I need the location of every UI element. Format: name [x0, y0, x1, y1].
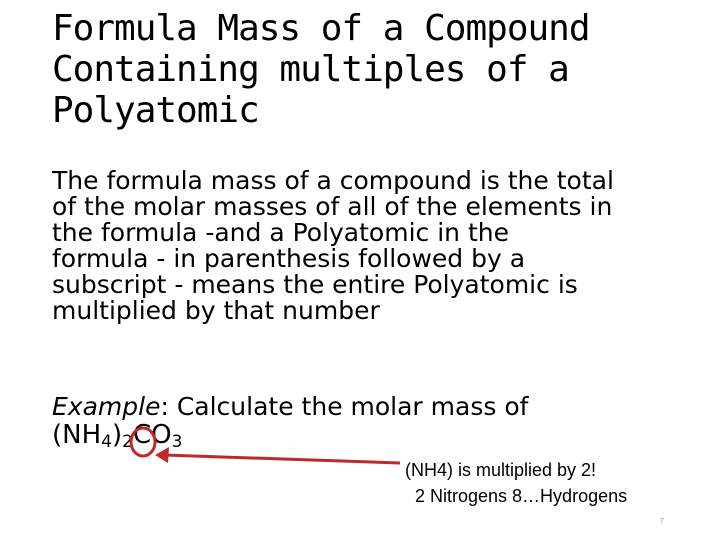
example-text: : Calculate the molar mass of [160, 392, 529, 421]
formula-close: ) [111, 420, 123, 450]
note-line-2: 2 Nitrogens 8…Hydrogens [415, 486, 628, 506]
formula-rest: CO [132, 420, 172, 450]
title-line-1: Formula Mass of a Compound [52, 8, 590, 49]
note-line-1: (NH4) is multiplied by 2! [405, 460, 597, 480]
body-line-2: of the molar masses of all of the elements in [52, 192, 613, 221]
annotation-arrow-line [164, 455, 400, 463]
title-line-3: Polyatomic [52, 90, 259, 131]
highlight-circle [131, 428, 155, 456]
body-line-3: the formula -and a Polyatomic in the [52, 218, 509, 247]
body-line-5: subscript - means the entire Polyatomic is [52, 270, 578, 299]
formula-sub-2: 2 [122, 432, 133, 452]
body-line-4: formula - in parenthesis followed by a [52, 244, 526, 273]
formula-open: (NH [52, 420, 102, 450]
annotation-arrow-head [155, 447, 169, 463]
formula-sub-4: 4 [101, 432, 112, 452]
body-line-6: multiplied by that number [52, 296, 380, 325]
title-line-2: Containing multiples of a [52, 49, 569, 90]
example-label: Example [52, 392, 161, 421]
page-number: 7 [660, 518, 664, 525]
annotation-note [405, 457, 627, 509]
formula-sub-3: 3 [171, 432, 183, 452]
body-line-1: The formula mass of a compound is the total [52, 166, 614, 195]
